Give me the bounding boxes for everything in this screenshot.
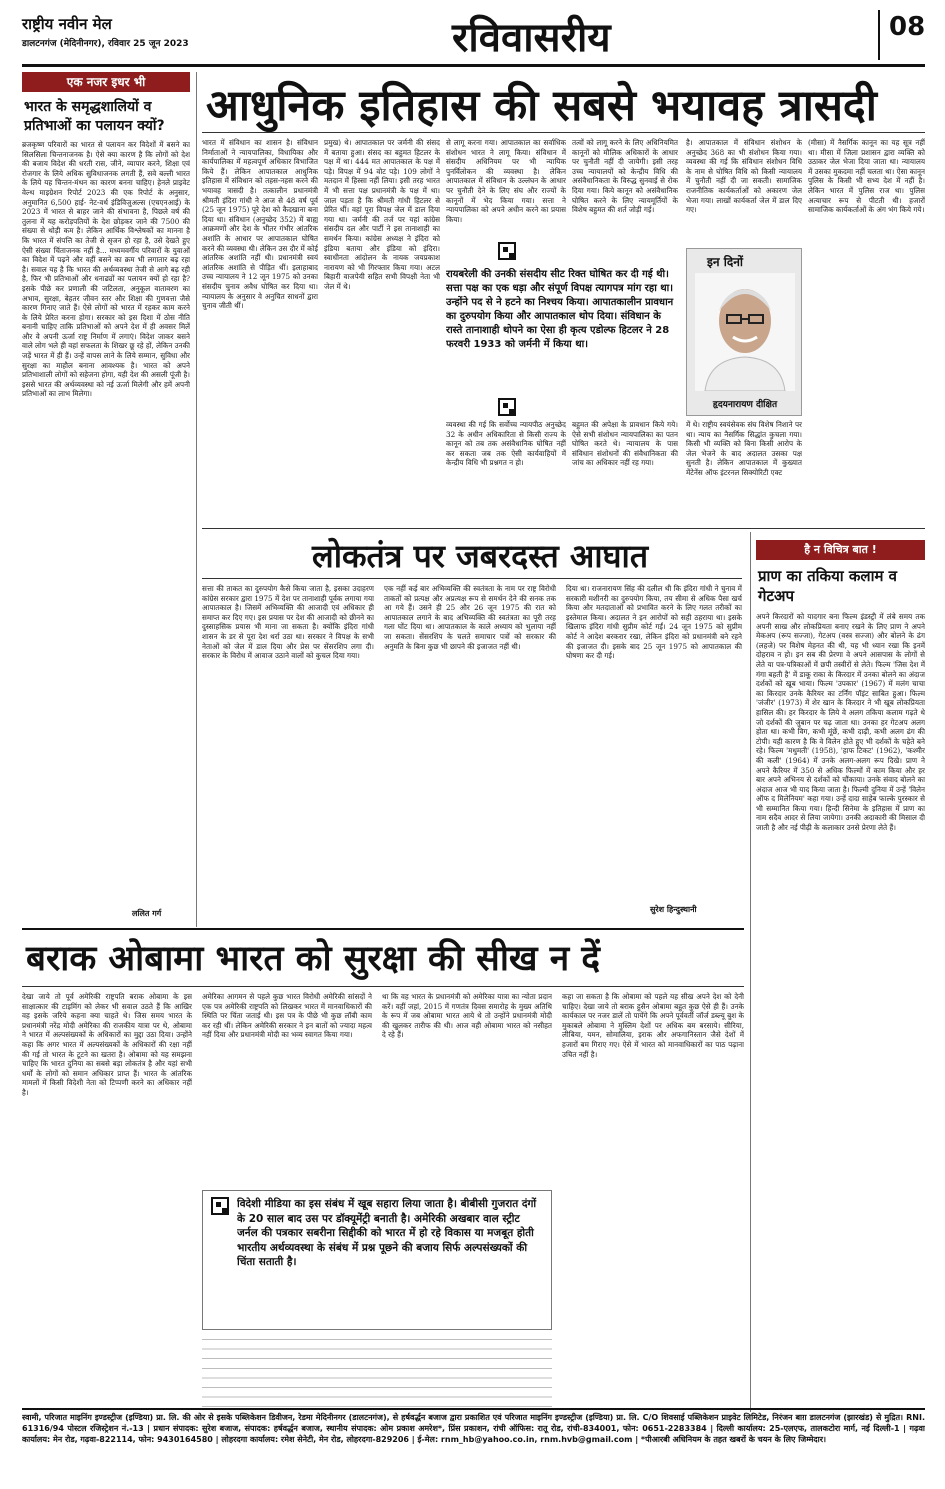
strange-kicker: है न विचित्र बात ! [756,540,925,560]
emergency-headline-rule [202,132,925,133]
obama-headline: बराक ओबामा भारत को सुरक्षा की सीख न दें [26,939,600,979]
qr-code-icon [498,398,516,416]
democracy-headline-rule [202,578,742,579]
strange-headline: प्राण का तकिया कलाम व गेटअप [758,567,897,605]
emergency-col1: भारत में संविधान का शासन है। संविधान निर्माताओं ने न्यायपालिका, विधायिका और कार्यपालिका में महत्वपूर्ण अधिकार विभाजित किये हैं। लेकिन आपातकाल आधुनिक इतिहास में संविधान को तहस-नहस करने की भयावह त्रासदी है। तत्कालीन प्रधानमंत्री श्रीमती इंदिरा गांधी ने आज से 48 वर्ष पूर्व (25 जून 1975) पूरे देश को कैदखाना बना दिया था। संविधान (अनुच्छेद 352) में बाह्य आक्रमणों और देश के भीतर गंभीर आंतरिक अशांति के आधार पर आपातकाल घोषित करने की व्यवस्था थी। लेकिन उस दौर में कोई आंतरिक अशांति नहीं थी। प्रधानमंत्री स्वयं आंतरिक अशांति से पीड़ित थीं। इलाहाबाद उच्च न्यायालय ने 12 जून 1975 को उनका संसदीय चुनाव अवैध घोषित कर दिया था। न्यायालय के अनुसार वे अनुचित साधनों द्वारा चुनाव जीती थीं। [202,138,318,311]
emergency-col6: (मीसा) में नैसर्गिक कानून का यह सूत्र नहीं था। मीसा में जिला प्रशासन द्वारा व्यक्ति को उठाकर जेल भेजा दिया जाता था। न्यायालय में उसका मुकदमा नहीं चलता था। ऐसा कानून पुलिस के किसी भी सभ्य देश में नहीं है। लेकिन भारत में पुलिस राज था। पुलिस अत्याचार रूप से पीटती थी। हजारों सामाजिक कार्यकर्ताओं के अंग भंग किये गये। [808,138,925,215]
strange-column [756,540,925,1480]
author-name: हृदयनारायण दीक्षित [712,400,778,410]
photo-label: इन दिनों [707,255,743,269]
democracy-col2: एक नहीं कई बार अभिव्यक्ति की स्वतंत्रता के नाम पर राष्ट्र विरोधी ताकतों को प्रत्यक्ष और अप्रत्यक्ष रूप से समर्थन देने की सनक तक आ गये हैं। उसने ही 25 और 26 जून 1975 की रात को आपातकाल लगाने के बाद अभिव्यक्ति की स्वतंत्रता का पूरी तरह गला घोंट दिया था। आपातकाल के काले अध्याय को भुलाया नहीं जा सकता। सेंसरशिप के चलते समाचार पत्रों को सरकार की अनुमति के बिना कुछ भी छापने की इजाजत नहीं थी। [384,584,556,651]
emergency-col4: तत्वों को लागू करने के लिए अधिनियमित कानूनों को मौलिक अधिकारों के आधार पर चुनौती नहीं दी जायेगी। इसी तरह उच्च न्यायालयों को केन्द्रीय विधि की असंवैधानिकता के विरुद्ध सुनवाई से रोक दिया गया। किये कानून को असंवैधानिक घोषित करने के लिए न्यायमूर्तियों के विशेष बहुमत की शर्त जोड़ी गई। [572,138,678,215]
democracy-col3: दिया था। राजनारायण सिंह की दलील थी कि इंदिरा गांधी ने चुनाव में सरकारी मशीनरी का दुरुपयोग किया, तय सीमा से अधिक पैसा खर्च किया और मतदाताओं को प्रभावित करने के लिए गलत तरीकों का इस्तेमाल किया। अदालत ने इन आरोपों को सही ठहराया था। इसके खिलाफ इंदिरा गांधी सुप्रीम कोर्ट गईं। 24 जून 1975 को सुप्रीम कोर्ट ने आदेश बरकरार रखा, लेकिन इंदिरा को प्रधानमंत्री बने रहने की इजाजत दी। इसके बाद 25 जून 1975 को आपातकाल की घोषणा कर दी गई। [566,584,742,661]
democracy-col1: सत्ता की ताकत का दुरुपयोग कैसे किया जाता है, इसका उदाहरण कांग्रेस सरकार द्वारा 1975 में देश पर तानाशाही पूर्वक लगाया गया आपातकाल है। जिसमें अभिव्यक्ति की आजादी एवं अधिकार ही समाप्त कर दिए गए। इस प्रयास पर देश की आजादी को छीनने का दुस्साहसिक प्रयास भी माना जा सकता है। क्योंकि इंदिरा गांधी शासन के डर से पूरा देश थर्रा उठा था। सरकार ने विपक्ष के सभी नेताओं को जेल में डाल दिया और प्रेस पर सेंसरशिप लगा दी। सरकार के विरोध में आवाज उठाने वालों को कुचल दिया गया। [202,584,374,661]
obama-story [22,932,744,1480]
dateline: डालटनगंज (मेदिनीनगर), रविवार 25 जून 2023 [22,39,189,49]
masthead-rule [22,64,925,67]
page-number: 08 [889,12,926,42]
obama-col3: था कि वह भारत के प्रधानमंत्री को अमेरिका यात्रा का न्योता प्रदान करें। वहीं जहां, 2015 में गणतंत्र दिवस समारोह के मुख्य अतिथि के रूप में जब ओबामा भारत आये थे तो उन्होंने प्रधानमंत्री मोदी की खुलकर तारीफ की थी। आज वही ओबामा भारत को नसीहत दे रहे हैं। [382,992,552,1040]
obama-headline-rule [22,986,744,987]
obama-pullquote: विदेशी मीडिया का इस संबंध में खूब सहारा लिया जाता है। बीबीसी गुजरात दंगों के 20 साल बाद उस पर डॉक्यूमेंट्री बनाती है। अमेरिकी अखबार वाल स्ट्रीट जर्नल की पत्रकार सबरीना सिद्दीकी को भारत में हो रहे विकास या मजबूत होती भारतीय अर्थव्यवस्था के संबंध में प्रश्न पूछने की बजाय सिर्फ अल्पसंख्यकों की चिंता सताती है। [237,1198,537,1268]
qr-code-icon [498,242,516,260]
left-headline: भारत के समृद्धशालियों व प्रतिभाओं का पलायन क्यों? [24,99,165,134]
left-column [22,72,190,922]
emergency-headline: आधुनिक इतिहास की सबसे भयावह त्रासदी [206,81,877,131]
left-kicker: एक नजर इधर भी [22,72,190,92]
qr-code-icon [211,1197,229,1215]
obama-col1: देखा जाये तो पूर्व अमेरिकी राष्ट्रपति बराक ओबामा के इस साक्षात्कार की टाइमिंग को लेकर भी सवाल उठते हैं कि आखिर वह इसके जरिये कहना क्या चाहते थे। जिस समय भारत के प्रधानमंत्री नरेंद्र मोदी अमेरिका की राजकीय यात्रा पर थे, ओबामा ने भारत में अल्पसंख्यकों के अधिकारों का मुद्दा उठा दिया। उन्होंने कहा कि अगर भारत में अल्पसंख्यकों के अधिकारों की रक्षा नहीं की गई तो भारत के टूटने का खतरा है। ओबामा को यह समझना चाहिए कि भारत दुनिया का सबसे बड़ा लोकतंत्र है और यहां सभी धर्मों के लोगों को समान अधिकार प्राप्त हैं। भारत के आंतरिक मामलों में किसी विदेशी नेता को टिप्पणी करने का अधिकार नहीं है। [22,992,192,1097]
masthead-divider [878,10,880,60]
emergency-lower-mid: बहुमत की अपेक्षा के प्रावधान किये गये। ऐसे सभी संशोधन न्यायपालिका का पतन घोषित करते थे। न्यायालय के पास संविधान संशोधनों की संवैधानिकता की जांच का अधिकार नहीं रह गया। [572,420,678,468]
imprint-rule [22,1408,925,1410]
left-byline: ललित गर्ग [132,909,162,918]
imprint: स्वामी, परिजात माइनिंग इण्डस्ट्रीज (इण्डिया) प्रा. लि. की ओर से इसके पब्लिकेशन डिवीजन, रेडमा मेदिनीनगर (डालटनगंज), से हर्षवर्द्धन बजाज द्वारा प्रकाशित एवं परिजात माइनिंग इण्डस्ट्रीज (इण्डिया) प्रा. लि. C/O शिवसाई पब्लिकेशन प्राइवेट लिमिटेड, निरंजन बाग़ डालटनगंज (झारखंड) से मुद्रित। RNI. 61316/94 पोस्टल रजिस्ट्रेशन नं.-13 | प्रधान संपादक: सुरेश बजाज, संपादक: हर्षवर्द्धन बजाज, स्थानीय संपादक: ओम प्रकाश अमरेश*, प्रिंस प्रकाशन, रांची ऑफिस: रातू रोड, रांची-834001, फोन: 0651-2283384 | दिल्ली कार्यालय: 25-एलएफ, तालकटोरा मार्ग, नई दिल्ली-1 | गढ़वा कार्यालय: मेन रोड, गढ़वा-822114, फोन: 9430164580 | लोहरदगा कार्यालय: रमेश सेनेटी, मेन रोड, लोहरदगा-829206 | ई-मेल: rnm_hb@yahoo.co.in, rnm.hvb@gmail.com | *पीआरबी अधिनियम के तहत खबरों के चयन के लिए जिम्मेदार। [22,1412,925,1482]
obama-col4: कहा जा सकता है कि ओबामा को पहले यह सीख अपने देश को देनी चाहिए। देखा जाये तो बराक हुसैन ओबामा बहुत कुछ ऐसे ही हैं। उनके कार्यकाल पर नजर डालें तो पायेंगे कि अपने पूर्ववर्ती जॉर्ज डब्ल्यू बुश के मुकाबले ओबामा ने मुस्लिम देशों पर अधिक बम बरसाये। सीरिया, लीबिया, यमन, सोमालिया, इराक और अफगानिस्तान जैसे देशों में हजारों बम गिराए गए। ऐसे में भारत को मानवाधिकारों का पाठ पढ़ाना उचित नहीं है। [562,992,744,1059]
obama-col2: अमेरिका आगमन से पहले कुछ भारत विरोधी अमेरिकी सांसदों ने एक पत्र अमेरिकी राष्ट्रपति को लिखकर भारत में मानवाधिकारों की स्थिति पर चिंता जताई थी। इस पत्र के पीछे भी कुछ लॉबी काम कर रही थीं। लेकिन अमेरिकी सरकार ने इन बातों को ज्यादा महत्व नहीं दिया और प्रधानमंत्री मोदी का भव्य स्वागत किया गया। [202,992,372,1040]
democracy-story [202,532,742,925]
emergency-col3: से लागू करना गया। आपातकाल का सर्वाधिक संशोधन भारत ने लागू किया। संविधान में संसदीय अधिनियम पर भी न्यायिक पुनर्विलोकन की व्यवस्था है। लेकिन आपातकाल में संविधान के उल्लंघन के आधार पर चुनौती देने के लिए संघ और राज्यों के कानूनों में भेद किया गया। सत्ता ने न्यायपालिका को अपने अधीन करने का प्रयास किया। [446,138,566,224]
emergency-lower-right: में थे। राष्ट्रीय स्वयंसेवक संघ विशेष निशाने पर था। न्याय का नैसर्गिक सिद्धांत कुचला गया। किसी भी व्यक्ति को बिना किसी आरोप के जेल भेजने के बाद अदालत उसका पक्ष सुनती है। लेकिन आपातकाल में कुख्यात मेंटेनेंस ऑफ इंटरनल सिक्योरिटी एक्ट [686,420,802,477]
emergency-story [202,72,925,524]
left-divider [196,72,197,927]
obama-top-rule [22,928,744,930]
left-body: ब्रजकृष्ण परिवारों का भारत से पलायन कर विदेशों में बसने का सिलसिला चिन्तनाजनक है। ऐसे क्या कारण है कि लोगों को देश की बजाय विदेश की धरती रास, जीने, व्यापार करने, शिक्षा एवं रोजगार के लिये अधिक सुविधाजनक लगती हैं, सवे बल्ली भारत के लिये यह चिन्तन-मंथन का कारण बनना चाहिए। हेनले प्राइवेट वेल्थ माइग्रेशन रिपोर्ट 2023 की एक रिपोर्ट के अनुसार, अनुमानित 6,500 हाई- नेट-वर्थ इंडिविजुअल्स (एचएनआई) के 2023 में भारत से बाहर जाने की संभावना है, पिछले वर्ष की तुलना में यह करोड़पतियों के देश छोड़कर जाने की 7500 की संख्या से थोड़ी कम है। लेकिन आर्थिक विश्लेषकों का मानना है कि भारत में संपत्ति का तेजी से सृजन हो रहा है, उसे देखते हुए ऐसी संख्या चिंताजनक नहीं है... मध्यमवर्गीय परिवारों के युवाओं का विदेश में पढ़ने और वहीं बसने का क्रम भी लगातार बढ़ रहा है। सवाल यह है कि भारत की अर्थव्यवस्था तेजी से आगे बढ़ रही है, फिर भी प्रतिभाओं और धनाढ्यों का पलायन क्यों हो रहा है? इसके पीछे कर प्रणाली की जटिलता, अनुकूल वातावरण का अभाव, सुरक्षा, बेहतर जीवन स्तर और शिक्षा की गुणवत्ता जैसे कारण गिनाए जाते हैं। ऐसे लोगों को भारत में रहकर काम करने के लिये प्रेरित करना होगा। सरकार को इस दिशा में ठोस नीति बनानी चाहिए ताकि प्रतिभाओं को अपने देश में ही अवसर मिलें और वे अपनी ऊर्जा राष्ट्र निर्माण में लगाएं। विदेश जाकर बसने वाले लोग भले ही वहां सफलता के शिखर छू रहे हों, लेकिन उनकी जड़ें भारत में ही हैं। उन्हें वापस लाने के लिये सम्मान, सुविधा और सुरक्षा का माहौल बनाना आवश्यक है। भारत को अपने प्रतिभाशाली लोगों को सहेजना होगा, यही देश की असली पूंजी है। इससे भारत की अर्थव्यवस्था को नई ऊर्जा मिलेगी और हमें अपनी प्रतिभाओं का लाभ मिलेगा। [22,140,190,399]
section-title: रविवासरीय [452,15,611,61]
author-photo-box [686,248,802,416]
emergency-bottom-rule [202,528,925,529]
masthead [22,8,925,66]
strange-divider [750,532,751,1482]
strange-body: अपने किरदारों को यादगार बना फिल्म इंडस्ट्री में लंबे समय तक अपनी साख और लोकप्रियता बनाए रखने के लिए प्राण ने अपने मेकअप (रूप सज्जा), गेटअप (वस्त्र सज्जा) और बोलने के ढंग (लहजे) पर विशेष मेहनत की थी, यह भी ध्यान रखा कि इनमें दोहराव न हो। इन सब की प्रेरणा वे अपने आसपास के लोगों से लेते या पत्र-पत्रिकाओं में छपी तस्वीरों से लेते। फिल्म 'जिस देश में गंगा बहती है' में डाकू राका के किरदार में उनका बोलने का अंदाज दर्शकों को खूब भाया। फिल्म 'उपकार' (1967) में मलंग चाचा का किरदार उनके कैरियर का टर्निंग पॉइंट साबित हुआ। फिल्म 'जंजीर' (1973) में शेर खान के किरदार ने भी खूब लोकप्रियता हासिल की। हर किरदार के लिये वे अलग तकिया कलाम गढ़ते थे जो दर्शकों की जुबान पर चढ़ जाता था। उनका हर गेटअप अलग होता था। कभी विग, कभी मूंछें, कभी दाढ़ी, कभी अलग ढंग की टोपी। यही कारण है कि वे विलेन होते हुए भी दर्शकों के चहेते बने रहे। फिल्म 'मधुमती' (1958), 'हाफ टिकट' (1962), 'कश्मीर की कली' (1964) में उनके अलग-अलग रूप दिखे। प्राण ने अपने कैरियर में 350 से अधिक फिल्मों में काम किया और हर बार अपने अभिनय से दर्शकों को चौंकाया। उनके संवाद बोलने का अंदाज आज भी याद किया जाता है। फिल्मी दुनिया में उन्हें 'विलेन ऑफ द मिलेनियम' कहा गया। उन्हें दादा साहेब फाल्के पुरस्कार से भी सम्मानित किया गया। हिन्दी सिनेमा के इतिहास में प्राण का नाम सदैव आदर से लिया जायेगा। उनकी अदाकारी की मिसाल दी जाती है और नई पीढ़ी के कलाकार उनसे प्रेरणा लेते हैं। [756,612,925,833]
paper-name: राष्ट्रीय नवीन मेल [22,15,112,33]
emergency-lower-left: व्यवस्था की गई कि सर्वोच्च न्यायपीठ अनुच्छेद 32 के अधीन अधिकारिता से किसी राज्य के कानून को तब तक असंवैधानिक घोषित नहीं कर सकता जब तक ऐसी कार्यवाहियों में केन्द्रीय विधि भी प्रश्नगत न हो। [446,420,566,468]
emergency-col2: प्रमुख) थे। आपातकाल पर जर्मनी की संसद में बताया हुआ। संसद का बहुमत हिटलर के पक्ष में था। 444 मत आपातकाल के पक्ष में पड़े। विपक्ष में 94 वोट पड़े। 109 लोगों ने मतदान में हिस्सा नहीं लिया। इसी तरह भारत में भी सत्ता पक्ष प्रधानमंत्री के पक्ष में था। जाल पड़ता है कि श्रीमती गांधी हिटलर से प्रेरित थीं। वहां पूरा विपक्ष जेल में डाल दिया गया था। जर्मनी की तर्ज पर यहां कांग्रेस संसदीय दल और पार्टी ने इस तानाशाही का समर्थन किया। कांग्रेस अध्यक्ष ने इंदिरा को इंडिया बताया और इंडिया को इंदिरा। स्वाधीनता आंदोलन के नायक जयप्रकाश नारायण को भी गिरफ्तार किया गया। अटल बिहारी वाजपेयी सहित सभी विपक्षी नेता भी जेल में थे। [324,138,440,291]
emergency-pullquote: रायबरेली की उनकी संसदीय सीट रिक्त घोषित कर दी गई थी। सत्ता पक्ष का एक धड़ा और संपूर्ण विपक्ष त्यागपत्र मांग रहा था। उन्होंने पद से ने हटने का निश्चय किया। आपातकालीन प्रावधान का दुरुपयोग किया और आपातकाल थोप दिया। संविधान के रास्ते तानाशाही थोपने का ऐसा ही कृत्य एडोल्फ हिटलर ने 28 फरवरी 1933 को जर्मनी में किया था। [446,269,674,350]
obama-pullquote-box [202,1190,552,1330]
democracy-headline: लोकतंत्र पर जबरदस्त आघात [312,537,649,575]
author-portrait [695,273,795,391]
emergency-col5: है। आपातकाल में संविधान संशोधन के अनुच्छेद 368 का भी संशोधन किया गया। व्यवस्था की गई कि संविधान संशोधन विधि के नाम से घोषित विधि को किसी न्यायालय में चुनौती नहीं दी जा सकती। सामाजिक राजनीतिक कार्यकर्ताओं को अकारण जेल भेजा गया। लाखों कार्यकर्ता जेल में डाल दिए गए। [686,138,802,215]
democracy-byline: सुरेश हिन्दुस्थानी [650,905,697,914]
